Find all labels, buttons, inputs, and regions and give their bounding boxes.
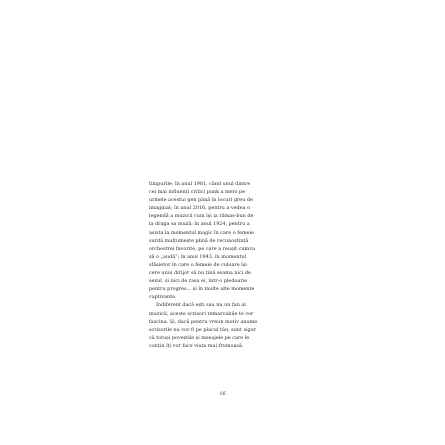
text-line: conțin îți vor face viața mai frumoasă. [149,342,244,349]
text-line: că totuși poveștile și mesajele pe care le [149,334,250,341]
text-line: fascina. Și, dacă pentru vreun motiv anume [149,318,258,325]
text-line: asista la momentul magic în care o femeie [149,229,254,236]
text-line: timpurile; în anul 1981, când unul dintre [149,181,251,187]
text-line: muzicii, aceste scrisori remarcabile te vor [149,310,254,317]
text-line: legendă a muzicii cum își ia rămas-bun de [149,213,254,220]
text-line: scrisorile nu vor fi pe placul tău, sunt sigur [149,326,257,333]
text-line: orchestrei favorite, pe care a reușit cumva [149,245,255,252]
text-line: să o „audă”; în anul 1943, în momentul [149,253,247,260]
text-line: sexul, și nici de rasa ei, într-o pledoarie [149,278,248,285]
body-text [149,180,299,350]
text-line: surdă mulțumește plină de recunoștință [149,237,249,244]
text-line: captivante. [149,294,177,301]
page-number: 16 [219,391,226,397]
text-line: imaginat; în anul 2016, pentru a vedea o [149,205,250,212]
text-line: Indiferent dacă ești sau nu un fan al [156,302,246,309]
text-line: pentru progres... și în multe alte momente [149,286,255,293]
text-line: urmele acestui gen până în locuri greu de [149,197,253,204]
text-line: sfâșietor în care o femeie de culoare își [149,261,247,268]
text-line: la draga sa muză; în anul 1924, pentru a [149,221,250,228]
text-line: cei mai influenți critici punk a mers pe [149,189,246,196]
text-line: cere unui dirijor să nu țină seama nici de [149,270,251,277]
